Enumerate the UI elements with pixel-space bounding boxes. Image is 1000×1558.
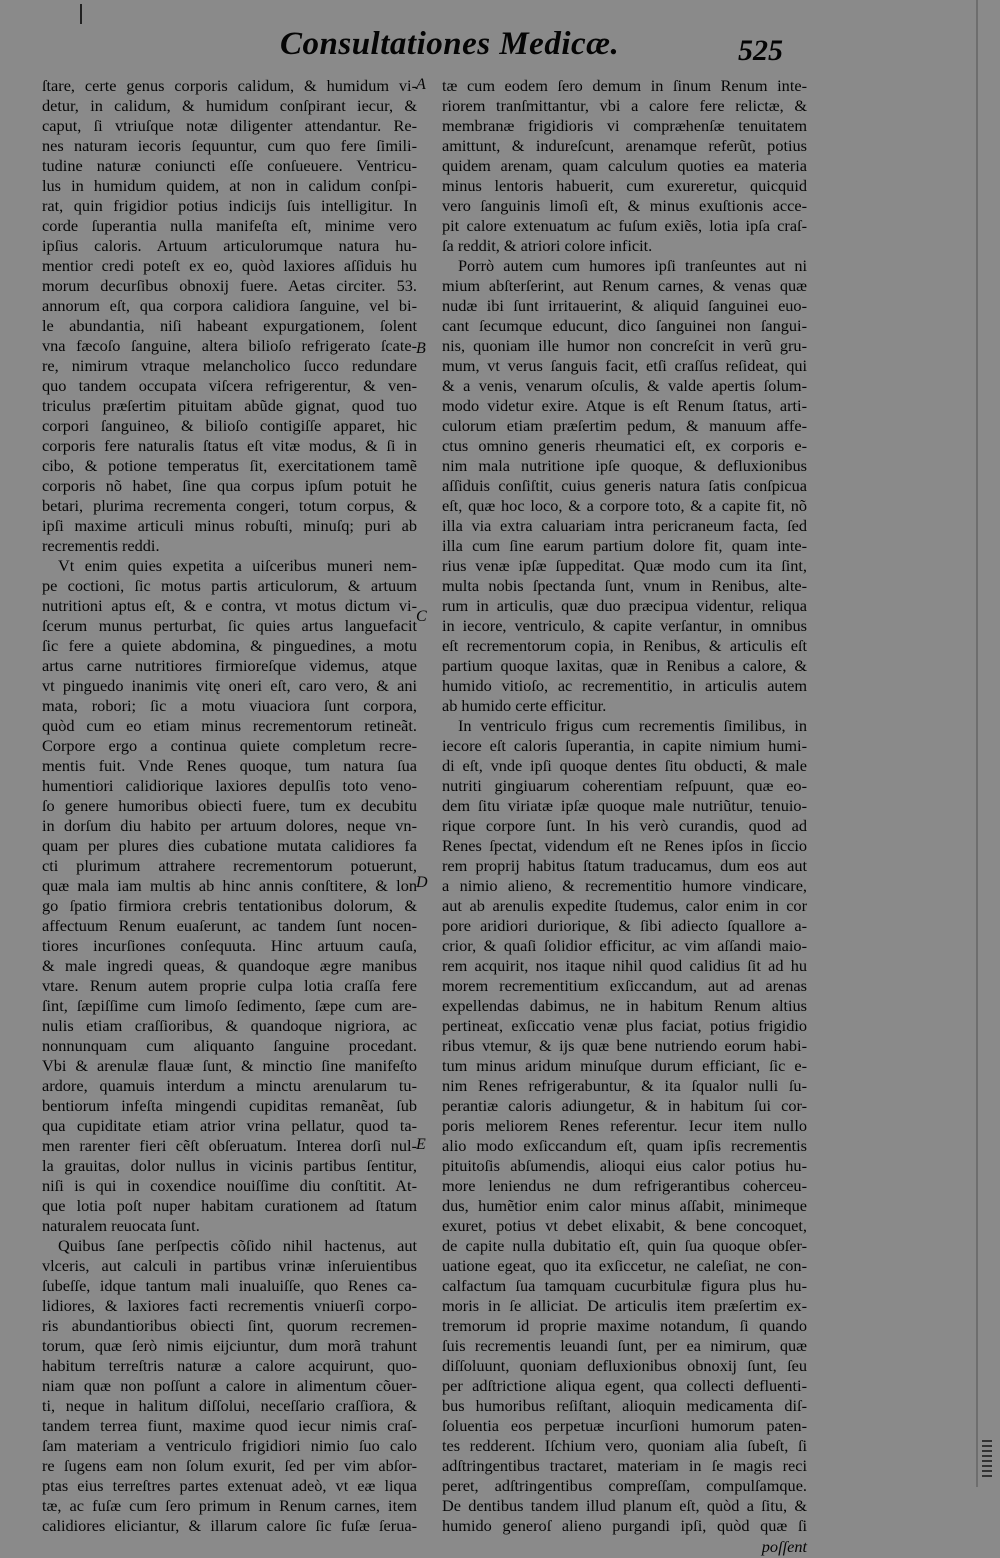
text-line: tudine naturæ coniuncti eſſe conſueuere. Ventricu- bbox=[42, 156, 417, 175]
text-line: illa cum ſine earum partium dolore fit, quam inte- bbox=[442, 536, 807, 555]
text-line: morem recrementitium exſiccandum, aut ad arenas bbox=[442, 976, 807, 995]
text-line: men rarenter fieri cẽſt obſeruatum. Interea dorſi nul- bbox=[42, 1136, 417, 1155]
page-number: 525 bbox=[738, 34, 783, 67]
text-line: pore aridiori duriorique, & ſibi adiecto ſquallore a- bbox=[442, 916, 807, 935]
text-line: pertineat, exſiccatio venæ plus faciat, potius frigidio bbox=[442, 1016, 807, 1035]
text-line: quòd cum eo etiam minus recrementorum retineãt. bbox=[42, 716, 417, 735]
text-line: nutriti gingiuarum coherentiam reſpuunt, quæ eo- bbox=[442, 776, 807, 795]
page-edge-mark bbox=[80, 4, 82, 24]
text-line: tæ cum eodem ſero demum in ſinum Renum inte- bbox=[442, 76, 807, 95]
text-line: nudæ ibi ſunt irritauerint, & aliquid ſanguinei euo- bbox=[442, 296, 807, 315]
text-line: nutritioni aptus eſt, & e contra, vt motus dictum vi- bbox=[42, 596, 417, 615]
text-line: lus in humidum quidem, at non in calidum conſpi- bbox=[42, 176, 417, 195]
text-line: torum, quæ ſerò nimis eijciuntur, dum morã trahunt bbox=[42, 1336, 417, 1355]
text-line: re, nimirum vtraque melancholico ſucco redundare bbox=[42, 356, 417, 375]
text-line: rat, quin frigidior potius indicijs ſuis intelligitur. In bbox=[42, 196, 417, 215]
text-line: morum decurſibus obnoxij fuere. Aetas circiter. 53. bbox=[42, 276, 417, 295]
text-line: expellendas dabimus, ne in habitum Renum altius bbox=[442, 996, 807, 1015]
text-line: niam quæ non poſſunt a calore in alimentum cõuer- bbox=[42, 1376, 417, 1395]
text-line: habitum terreſtris naturæ a calore acquirunt, quo- bbox=[42, 1356, 417, 1375]
text-line: per adſtrictione aliqua egent, qua collecti defluenti- bbox=[442, 1376, 807, 1395]
text-line: vero ſanguinis limoſi eſt, & minus exuſtionis acce- bbox=[442, 196, 807, 215]
text-line: quæ mala iam multis ab hinc annis conſtitere, & lon bbox=[42, 876, 417, 895]
text-line: nim Renes refrigerabuntur, & ita ſqualor nulli ſu- bbox=[442, 1076, 807, 1095]
text-line: multa nobis ſpectanda ſunt, vnum in Renibus, alte- bbox=[442, 576, 807, 595]
text-line: ſtare, certe genus corporis calidum, & humidum vi- bbox=[42, 76, 417, 95]
text-line: nulis etiam craſſioribus, & quandoque nigriora, ac bbox=[42, 1016, 417, 1035]
text-line: ardore, quamuis interdum a minctu arenularum tu- bbox=[42, 1076, 417, 1095]
text-line: nis, quoniam ille humor non concreſcit in verũ gru- bbox=[442, 336, 807, 355]
text-line: cti plurimum attrahere recrementorum potuerunt, bbox=[42, 856, 417, 875]
text-line: artus carne nutritiores firmioreſque videmus, atque bbox=[42, 656, 417, 675]
text-line: perantiæ caloris adiungetur, & in habitum ſui cor- bbox=[442, 1096, 807, 1115]
text-line: dus, humẽtior enim calor minus aſſabit, minimeque bbox=[442, 1196, 807, 1215]
text-line: riorem tranſmittantur, vbi a calore fere relictæ, & bbox=[442, 96, 807, 115]
text-line: uatione egeat, quo ita exſiccetur, ne caleſiat, ne con- bbox=[442, 1256, 807, 1275]
text-line: eſt recrementorum copia, in Renibus, & articulis eſt bbox=[442, 636, 807, 655]
text-line: que lotia poſt nuper habitam curationem ad ſtatum bbox=[42, 1196, 417, 1215]
text-line: rem proprij habitus ſtatum traducamus, dum eos aut bbox=[442, 856, 807, 875]
text-line: ribus vtemur, & ijs quæ bene nutriendo eorum habi- bbox=[442, 1036, 807, 1055]
text-line: cant ſecumque educunt, dico ſanguinei non ſangui- bbox=[442, 316, 807, 335]
margin-letter-b: B bbox=[416, 340, 426, 357]
text-line: de capite nulla dubitatio eſt, quin ſua quoque obſer- bbox=[442, 1236, 807, 1255]
text-line: membranæ frigidioris vi compræhenſæ tenuitatem bbox=[442, 116, 807, 135]
text-line: ſic fere a quiete abdomina, & pinguedines, a motu bbox=[42, 636, 417, 655]
text-line: rem acquirit, nos itaque nihil quod calidius ſit ad hu bbox=[442, 956, 807, 975]
text-line: dem ſitu viriatæ ipſæ quoque male nutriũtur, tenuio- bbox=[442, 796, 807, 815]
text-line: illa via extra caluariam intra pericraneum facta, ſed bbox=[442, 516, 807, 535]
text-line: rum in articulis, quæ duo præcipua videntur, reliqua bbox=[442, 596, 807, 615]
text-line: minus lentoris habuerit, cum exureretur, quicquid bbox=[442, 176, 807, 195]
text-line: moris in ſe alliciat. De articulis item præſertim ex- bbox=[442, 1296, 807, 1315]
text-line: lidiores, & laxiores facti recrementis vniuerſi corpo- bbox=[42, 1296, 417, 1315]
margin-letter-a: A bbox=[416, 76, 426, 93]
text-line: eſt, quæ hoc loco, & a corpore toto, & a capite fit, nõ bbox=[442, 496, 807, 515]
text-line: naturalem reuocata ſunt. bbox=[42, 1216, 200, 1235]
text-line: ſubeſſe, idque tantum mali inualuiſſe, quo Renes ca- bbox=[42, 1276, 417, 1295]
running-head: Consultationes Medicæ. bbox=[280, 26, 620, 62]
page-gutter-edge bbox=[976, 0, 978, 1487]
text-line: alio modo exſiccandum eſt, quam ipſis recrementis bbox=[442, 1136, 807, 1155]
text-line: pit calore extenuatum ac fuſum exiẽs, lotia ipſa craſ- bbox=[442, 216, 807, 235]
text-line: Corpore ergo a continua quiete completum recre- bbox=[42, 736, 417, 755]
text-line: ſoluentia eos perpetuæ incurſioni humorum paten- bbox=[442, 1416, 807, 1435]
catchword: poſſent bbox=[761, 1537, 807, 1556]
text-line: poris meliorem Renes referentur. Iecur item nullo bbox=[442, 1116, 807, 1135]
text-line: vna fæcoſo ſanguine, altera bilioſo refrigerato ſcate- bbox=[42, 336, 417, 355]
text-line: diſſoluunt, quoniam defluxionibus obnoxij ſunt, ſeu bbox=[442, 1356, 807, 1375]
text-line: re ſugens eam non ſolum exurit, ſed per vim abſor- bbox=[42, 1456, 417, 1475]
text-line: le abundantia, niſi habeant expurgationem, ſolent bbox=[42, 316, 417, 335]
text-line: go ſpatio firmiora crebris tentationibus dolorum, & bbox=[42, 896, 417, 915]
text-line: pe coctioni, ſic motus partis articulorum, & artuum bbox=[42, 576, 417, 595]
text-line: ipſius caloris. Artuum articulorumque natura hu- bbox=[42, 236, 417, 255]
text-line: corde ſuperantia nulla manifeſta eſt, minime vero bbox=[42, 216, 417, 235]
text-line: mentis fuit. Vnde Renes quoque, tum natura ſua bbox=[42, 756, 417, 775]
text-line: ſint, ſæpiſſime cum limoſo ſedimento, ſæpe cum are- bbox=[42, 996, 417, 1015]
text-line: ipſi maxime articuli minus robuſti, minuſq; puri ab bbox=[42, 516, 417, 535]
text-line: ſuis recrementis leuandi ſunt, per ea nimirum, quæ bbox=[442, 1336, 807, 1355]
text-line: aſſiduis conſiſtit, cuius generis natura ſatis conſpicua bbox=[442, 476, 807, 495]
text-line: humido vitioſo, ac recrementitio, in articulis autem bbox=[442, 676, 807, 695]
text-line: tremorum id proprie maxime notandum, ſi quando bbox=[442, 1316, 807, 1335]
text-line: corporis nõ habet, ſine qua corpus ipſum potuit he bbox=[42, 476, 417, 495]
text-line: Vt enim quies expetita a uiſceribus muneri nem- bbox=[58, 556, 417, 575]
text-line: quo tandem occupata viſcera refrigerentur, & ven- bbox=[42, 376, 417, 395]
text-line: Renes ſpectat, videndum eſt ne Renes ipſos in ſiccio bbox=[442, 836, 807, 855]
text-line: vlceris, aut calculi in partibus vrinæ inſeruientibus bbox=[42, 1256, 417, 1275]
scan-edge-noise bbox=[982, 1440, 992, 1480]
text-line: mum, vt verus ſanguis facit, etſi craſſus reſideat, qui bbox=[442, 356, 807, 375]
text-line: cibo, & potione temperatus ſit, exercitationem tamẽ bbox=[42, 456, 417, 475]
text-line: in dorſum diu habito per artuum dolores, neque vn- bbox=[42, 816, 417, 835]
text-line: iecore eſt caloris ſuperantia, in capite nimium humi- bbox=[442, 736, 807, 755]
text-line: more leniendus ne dum refrigerantibus coherceu- bbox=[442, 1176, 807, 1195]
text-line: mentior credi poteſt ex eo, quòd laxiores aſſiduis hu bbox=[42, 256, 417, 275]
text-line: humentiori calidiorique laxiores depulſis toto veno- bbox=[42, 776, 417, 795]
text-line: in iecore, ventriculo, & capite verſantur, in omnibus bbox=[442, 616, 807, 635]
text-line: ab humido certe efficitur. bbox=[442, 696, 607, 715]
text-line: calidiores eliciantur, & illarum calore ſic fuſæ ſerua- bbox=[42, 1516, 417, 1535]
text-line: quidem arenam, quam calculum quoties ea materia bbox=[442, 156, 807, 175]
text-line: nes naturam iecoris ſequuntur, cum quo fere ſimili- bbox=[42, 136, 417, 155]
text-line: tæ, ac fuſæ cum ſero primum in Renum carnes, item bbox=[42, 1496, 417, 1515]
text-line: Porrò autem cum humores ipſi tranſeuntes aut ni bbox=[458, 256, 807, 275]
text-line: & male ingredi queas, & quandoque ægre manibus bbox=[42, 956, 417, 975]
right-column bbox=[442, 76, 807, 1558]
text-line: amittunt, & indureſcunt, arenamque referũt, potius bbox=[442, 136, 807, 155]
text-line: aut ab arenulis expedite ſtudemus, calor enim in cor bbox=[442, 896, 807, 915]
text-line: partium quoque laxitas, quæ in Renibus a calore, & bbox=[442, 656, 807, 675]
margin-letter-d: D bbox=[416, 874, 428, 891]
text-line: di eſt, vnde ipſi quoque dentes ſitu obducti, & male bbox=[442, 756, 807, 775]
text-line: ris abundantioribus obiecti ſint, quorum recremen- bbox=[42, 1316, 417, 1335]
text-line: niſi is qui in coxendice nouiſſime diu conſtitit. At- bbox=[42, 1176, 417, 1195]
text-line: ctus omnino generis rheumatici eſt, ex corporis e- bbox=[442, 436, 807, 455]
text-line: ti, neque in halitum diſſolui, neceſſario craſſiora, & bbox=[42, 1396, 417, 1415]
text-line: mata, robori; ſic a motu viuaciora ſunt corpora, bbox=[42, 696, 417, 715]
text-line: & a venis, venarum oſculis, & valde apertis ſolum- bbox=[442, 376, 807, 395]
text-line: ptas eius terreſtres partes extenuat adeò, vt eæ liqua bbox=[42, 1476, 417, 1495]
text-line: rius venæ ipſæ ſuppeditat. Quæ modo cum ita ſint, bbox=[442, 556, 807, 575]
text-line: detur, in calidum, & humidum conſpirant iecur, & bbox=[42, 96, 417, 115]
text-line: humido generoſ alieno purgandi ipſi, quòd quæ ſi bbox=[442, 1516, 807, 1535]
text-line: De dentibus tandem illud planum eſt, quòd a ſitu, & bbox=[442, 1496, 807, 1515]
text-line: la grauitas, dolor nullus in vicinis partibus ſentitur, bbox=[42, 1156, 417, 1175]
text-line: annorum eſt, qua corpora calidiora ſanguine, vel bi- bbox=[42, 296, 417, 315]
text-line: ſa reddit, & atriori colore inficit. bbox=[442, 236, 653, 255]
text-line: In ventriculo frigus cum recrementis ſimilibus, in bbox=[458, 716, 807, 735]
text-line: caput, ſi vtriuſque notæ diligenter attendantur. Re- bbox=[42, 116, 417, 135]
text-line: exuret, potius vt debet elixabit, & bene concoquet, bbox=[442, 1216, 807, 1235]
text-line: bentiorum infeſta mingendi cupiditas remanẽat, ſub bbox=[42, 1096, 417, 1115]
text-line: nim mala nutritione ipſe quoque, & defluxionibus bbox=[442, 456, 807, 475]
text-line: rique corpore ſunt. In his verò curandis, quod ad bbox=[442, 816, 807, 835]
text-line: triculus præſertim pituitam abũde gignat, quod tuo bbox=[42, 396, 417, 415]
text-line: quam per plures dies cubatione mutata calidiores fa bbox=[42, 836, 417, 855]
text-line: modo videtur exire. Atque is eſt Renum ſtatus, arti- bbox=[442, 396, 807, 415]
text-line: Quibus ſane perſpectis cõſido nihil hactenus, aut bbox=[58, 1236, 417, 1255]
text-line: ſcerum munus perturbat, ſic quies artus languefacit bbox=[42, 616, 417, 635]
text-line: calfactum ſua tamquam cucurbitulæ figura plus hu- bbox=[442, 1276, 807, 1295]
margin-letter-c: C bbox=[416, 608, 427, 625]
margin-letter-e: E bbox=[416, 1136, 426, 1153]
text-line: bus humoribus reſiſtant, alioquin medicamenta diſ- bbox=[442, 1396, 807, 1415]
text-line: ſo genere humoribus obiecti fuere, tum ex decubitu bbox=[42, 796, 417, 815]
text-line: culorum etiam præſertim pedum, & manuum affe- bbox=[442, 416, 807, 435]
text-line: crior, & quaſi ſolidior efficitur, ac vim aſſandi maio- bbox=[442, 936, 807, 955]
text-line: a nimio alieno, & recrementitio humore vindicare, bbox=[442, 876, 807, 895]
text-line: pituitoſis abſumendis, alioqui eius calor potius hu- bbox=[442, 1156, 807, 1175]
text-line: tiores incurſiones conſequuta. Hinc artuum cauſa, bbox=[42, 936, 417, 955]
text-line: mium abſterſerint, aut Renum carnes, & venas quæ bbox=[442, 276, 807, 295]
text-line: corpori ſanguineo, & bilioſo contigiſſe apparet, hic bbox=[42, 416, 417, 435]
text-line: peret, adſtringentibus compreſſam, compulſamque. bbox=[442, 1476, 807, 1495]
text-line: vtare. Renum autem proprie culpa lotia craſſa fere bbox=[42, 976, 417, 995]
text-line: adſtringentibus tractaret, materiam in ſe magis reci bbox=[442, 1456, 807, 1475]
text-line: tes redderent. Iſchium vero, quoniam alia ſubeſt, ſi bbox=[442, 1436, 807, 1455]
text-line: Vbi & arenulæ flauæ ſunt, & minctio ſine manifeſto bbox=[42, 1056, 417, 1075]
text-line: nonnunquam cum aliquanto ſanguine procedant. bbox=[42, 1036, 417, 1055]
text-line: recrementis reddi. bbox=[42, 536, 160, 555]
text-line: betari, plurima recrementa congeri, totum corpus, & bbox=[42, 496, 417, 515]
text-line: affectuum Renum euaſerunt, ac tandem ſunt nocen- bbox=[42, 916, 417, 935]
text-line: ſam materiam a ventriculo frigidiori nimio ſuo calo bbox=[42, 1436, 417, 1455]
text-line: vt pinguedo inanimis vitę oneri eſt, caro vero, & ani bbox=[42, 676, 417, 695]
text-line: corporis fere naturalis ſtatus eſt vitæ modus, & ſi in bbox=[42, 436, 417, 455]
text-line: tandem terrea fiunt, maxime quod iecur nimis craſ- bbox=[42, 1416, 417, 1435]
text-line: qua cupiditate etiam atrior vrina pellatur, quod ta- bbox=[42, 1116, 417, 1135]
left-column bbox=[42, 76, 417, 1536]
text-line: tum minus aridum minuſque durum efficiant, ſic e- bbox=[442, 1056, 807, 1075]
